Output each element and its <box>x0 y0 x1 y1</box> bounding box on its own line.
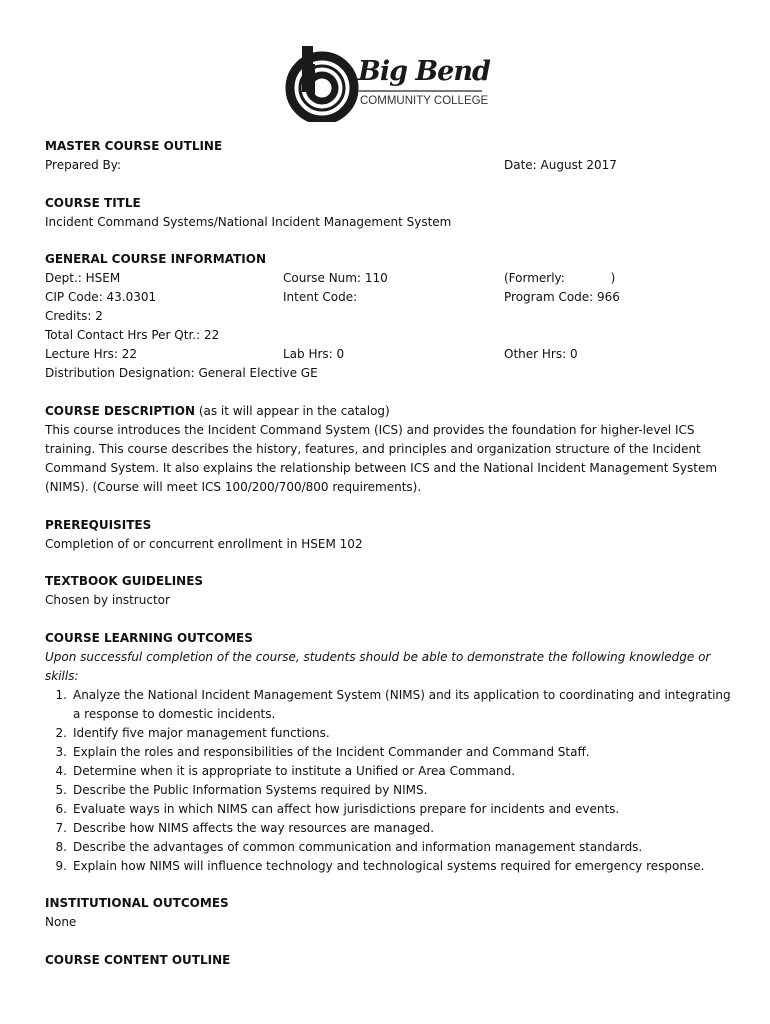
credits: Credits: 2 <box>45 309 103 323</box>
item-number: 6. <box>55 802 67 816</box>
logo-mark-icon <box>282 44 360 122</box>
list-item <box>45 724 735 743</box>
general-info-heading: GENERAL COURSE INFORMATION <box>45 252 266 266</box>
description-text: This course introduces the Incident Command System (ICS) and provides the foundation for higher-level ICS training. This course describes the history, features, and principles and organization structure of the Incident Command System. It also explains the relationship between ICS and the National Incident Management System (NIMS). (Course will meet ICS 100/200/700/800 requirements). <box>45 423 718 494</box>
document-date: Date: August 2017 <box>504 158 617 172</box>
item-text: Explain the roles and responsibilities of the Incident Commander and Command Staff. <box>73 745 590 759</box>
item-text: Analyze the National Incident Management System (NIMS) and its application to coordinating and integrating a response to domestic incidents. <box>73 688 731 721</box>
logo-subtitle: COMMUNITY COLLEGE <box>360 95 489 107</box>
list-item <box>45 781 735 800</box>
cip-code: CIP Code: 43.0301 <box>45 290 157 304</box>
logo-name: Big Bend <box>358 56 490 87</box>
formerly: (Formerly: ) <box>504 271 616 285</box>
document-title: MASTER COURSE OUTLINE <box>45 139 223 153</box>
item-text: Determine when it is appropriate to institute a Unified or Area Command. <box>73 764 516 778</box>
total-contact-hours: Total Contact Hrs Per Qtr.: 22 <box>45 328 220 342</box>
dept: Dept.: HSEM <box>45 271 121 285</box>
item-text: Describe the advantages of common communication and information management standards. <box>73 840 643 854</box>
item-text: Explain how NIMS will influence technology and technological systems required for emergency response. <box>73 859 705 873</box>
outcomes-list <box>45 686 735 876</box>
item-number: 5. <box>55 783 67 797</box>
list-item <box>45 819 735 838</box>
item-number: 8. <box>55 840 67 854</box>
prerequisites-text: Completion of or concurrent enrollment in HSEM 102 <box>45 537 363 551</box>
item-text: Evaluate ways in which NIMS can affect how jurisdictions prepare for incidents and events. <box>73 802 620 816</box>
intent-code: Intent Code: <box>283 290 358 304</box>
course-num: Course Num: 110 <box>283 271 388 285</box>
outcomes-intro: Upon successful completion of the course, students should be able to demonstrate the following knowledge or skills: <box>45 650 711 683</box>
college-logo <box>282 44 492 122</box>
item-number: 4. <box>55 764 67 778</box>
item-number: 1. <box>55 688 67 702</box>
lab-hours: Lab Hrs: 0 <box>283 347 345 361</box>
institutional-text: None <box>45 915 77 929</box>
course-title-heading: COURSE TITLE <box>45 196 141 210</box>
prepared-by: Prepared By: <box>45 158 122 172</box>
item-text: Describe how NIMS affects the way resources are managed. <box>73 821 435 835</box>
distribution-designation: Distribution Designation: General Elective GE <box>45 366 318 380</box>
list-item <box>45 686 735 724</box>
program-code: Program Code: 966 <box>504 290 620 304</box>
textbook-heading: TEXTBOOK GUIDELINES <box>45 574 204 588</box>
lecture-hours: Lecture Hrs: 22 <box>45 347 137 361</box>
item-number: 9. <box>55 859 67 873</box>
list-item <box>45 857 735 876</box>
list-item <box>45 743 735 762</box>
prerequisites-heading: PREREQUISITES <box>45 518 152 532</box>
other-hours: Other Hrs: 0 <box>504 347 578 361</box>
list-item <box>45 800 735 819</box>
textbook-text: Chosen by instructor <box>45 593 170 607</box>
item-text: Identify five major management functions. <box>73 726 330 740</box>
course-title-value: Incident Command Systems/National Incident Management System <box>45 215 452 229</box>
description-heading: COURSE DESCRIPTION <box>45 404 196 418</box>
logo-divider <box>358 90 482 92</box>
item-number: 3. <box>55 745 67 759</box>
description-heading-note: (as it will appear in the catalog) <box>195 404 390 418</box>
content-outline-heading: COURSE CONTENT OUTLINE <box>45 953 231 967</box>
item-text: Describe the Public Information Systems required by NIMS. <box>73 783 428 797</box>
description-heading-line <box>45 402 390 421</box>
outcomes-heading: COURSE LEARNING OUTCOMES <box>45 631 253 645</box>
list-item <box>45 838 735 857</box>
institutional-heading: INSTITUTIONAL OUTCOMES <box>45 896 229 910</box>
item-number: 7. <box>55 821 67 835</box>
item-number: 2. <box>55 726 67 740</box>
list-item <box>45 762 735 781</box>
